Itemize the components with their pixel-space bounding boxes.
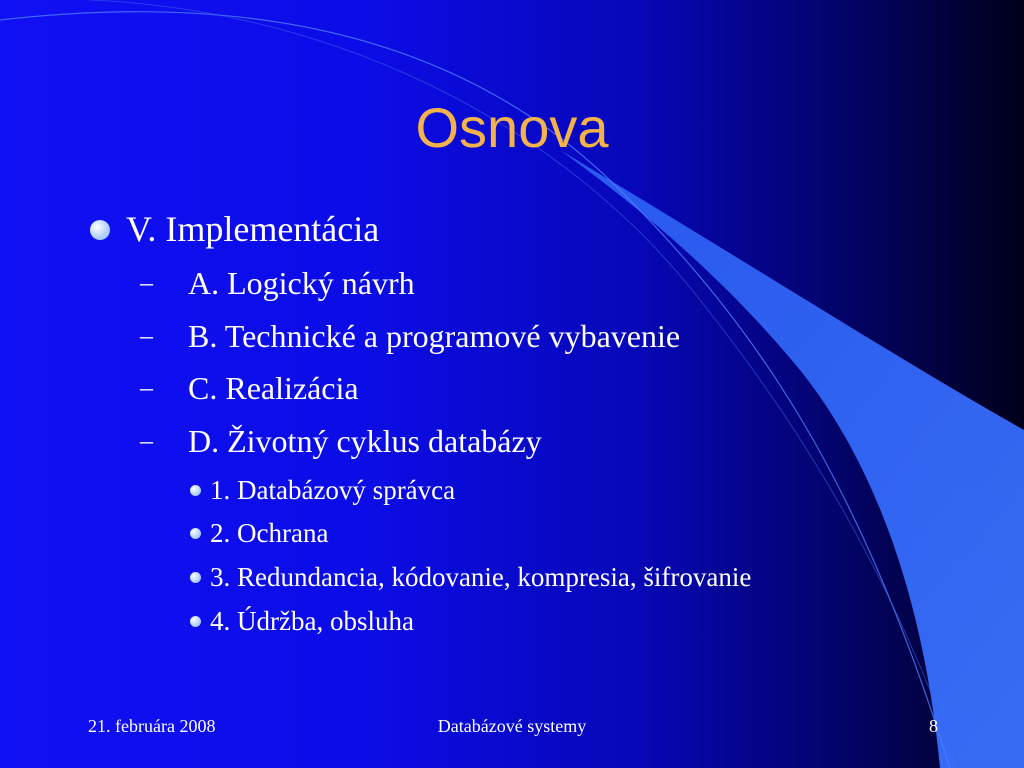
slide-title: Osnova — [415, 96, 609, 159]
bullet-icon — [190, 485, 201, 496]
list-item-text: 2. Ochrana — [210, 518, 329, 548]
dash-marker: – — [140, 321, 153, 350]
dash-marker: – — [140, 268, 153, 297]
footer-page-number: 8 — [929, 716, 938, 736]
list-item-text: 4. Údržba, obsluha — [210, 606, 414, 636]
list-item — [140, 372, 359, 404]
footer-title: Databázové systemy — [437, 716, 587, 736]
list-item-text: 1. Databázový správca — [210, 475, 456, 505]
list-item — [190, 477, 455, 504]
footer-date: 21. februára 2008 — [88, 716, 216, 736]
bullet-icon — [190, 572, 201, 583]
list-item-text: 3. Redundancia, kódovanie, kompresia, šifrovanie — [210, 562, 752, 592]
list-item — [140, 320, 680, 352]
bullet-icon — [90, 220, 110, 240]
list-item-text: V. Implementácia — [126, 209, 380, 249]
list-item — [190, 564, 751, 591]
bullet-icon — [190, 616, 201, 627]
list-item-text: A. Logický návrh — [188, 265, 415, 301]
bullet-icon — [190, 528, 201, 539]
list-item — [190, 520, 328, 547]
list-item-text: B. Technické a programové vybavenie — [188, 318, 681, 354]
list-item — [140, 425, 542, 457]
list-item-text: D. Životný cyklus databázy — [188, 423, 542, 459]
list-item-text: C. Realizácia — [188, 370, 359, 406]
dash-marker: – — [140, 426, 153, 455]
list-item — [190, 608, 414, 635]
list-item — [90, 211, 379, 247]
dash-marker: – — [140, 373, 153, 402]
list-item — [140, 267, 415, 299]
